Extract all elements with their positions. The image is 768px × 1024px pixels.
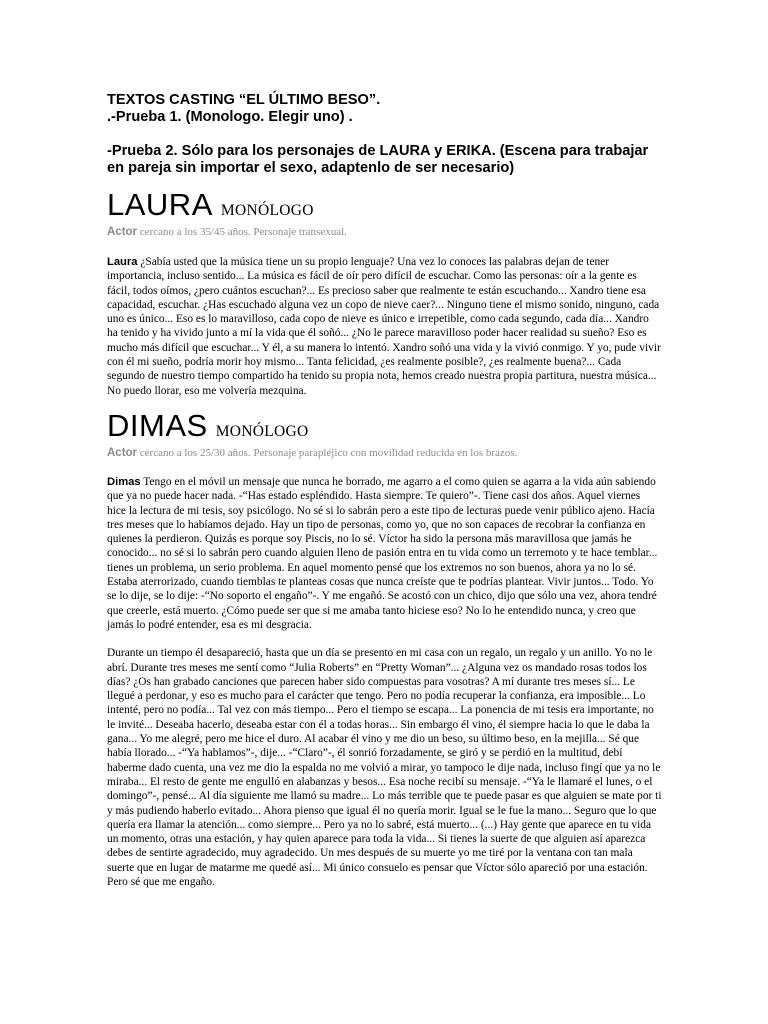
dimas-monologue-part-1 bbox=[107, 475, 662, 632]
laura-actor-desc: cercano a los 35/45 años. Personaje transexual. bbox=[137, 226, 347, 238]
dimas-monologue-text-1: Tengo en el móvil un mensaje que nunca he borrado, me agarro a el como quien se agarra a la vida aún sabiendo que ya no puede hacer nada. -“Has estado espléndido. Hasta siempre. Te quiero”-. Tiene casi dos años. Aquel viernes hice la lectura de mi tesis, soy psicólogo. No sé si lo sabrán pero a este tipo de lecturas puede venir público ajeno. Hacía tres meses que lo habíamos dejado. Hay un tipo de personas, como yo, que no son capaces de recobrar la confianza en quienes la perdieron. Quizás es porque soy Piscis, no lo sé. Víctor ha sido la persona más maravillosa que jamás he conocido... no sé si lo sabrán pero cuando alguien lleno de pasión entra en tu vida como un terremoto y te hace temblar... tienes un problema, un serio problema. En aquel momento pensé que los extremos no son buenos, ahora ya no lo sé. Estaba aterrorizado, cuando tiemblas te planteas cosas que nunca creíste que te podrías plantear. Vivir juntos... Todo. Yo se lo dije, se lo dije: -“No soporto el engaño”-. Y me engañó. Se acostó con un chico, dijo que sólo una vez, ahora tendré que creerle, está muerto. ¿Cómo puede ser que si me amaba tanto hiciese eso? No lo he entendido nunca, y creo que jamás lo podré entender, esa es mi desgracia. bbox=[107, 475, 658, 631]
laura-kind: MONÓLOGO bbox=[220, 202, 314, 219]
header-spacer bbox=[107, 126, 662, 143]
dimas-kind: MONÓLOGO bbox=[215, 422, 309, 440]
laura-actor-info bbox=[107, 226, 662, 239]
laura-heading bbox=[107, 187, 662, 226]
dimas-actor-info bbox=[107, 447, 662, 460]
laura-name: LAURA bbox=[107, 187, 213, 222]
laura-speaker: Laura bbox=[107, 256, 138, 268]
dimas-actor-desc: cercano a los 25/30 años. Personaje parapléjico con movilidad reducida en los brazos. bbox=[137, 446, 518, 459]
laura-monologue bbox=[107, 255, 662, 398]
test-2-instruction: -Prueba 2. Sólo para los personajes de LAURA y ERIKA. (Escena para trabajar en pareja sin importar el sexo, adaptenlo de ser necesario) bbox=[107, 143, 649, 176]
dimas-name: DIMAS bbox=[107, 407, 208, 443]
laura-monologue-text: ¿Sabía usted que la música tiene un su propio lenguaje? Una vez lo conoces las palabras dejan de tener importancia, incluso sentido... La música es fácil de oír pero difícil de escuchar. Como las personas: oír a la gente es fácil, todos oímos, ¿pero cuántos escuchan?... Es precioso saber que realmente te están escuchando... Xandro tiene esa capacidad, escuchar. ¿Has escuchado alguna vez un copo de nieve caer?... Ninguno tiene el mismo sonido, ninguno, cada uno es único... Eso es lo maravilloso, cada copo de nieve es único e irrepetible, como cada segundo, cada día... Xandro ha tenido y ha vivido junto a mí la vida que él soñó... ¿No le parece maravilloso poder hacer realidad su sueño? Eso es mucho más difícil que escuchar... Y él, a su manera lo intentó. Xandro soñó una vida y la vivió conmigo. Y yo, pude vivir con él mi sueño, podría morir hoy mismo... Tanta felicidad, ¿es realmente posible?, ¿es realmente buena?... Cada segundo de nuestro tiempo compartido ha tenido su propia nota, hemos creado nuestra propia partitura, nuestra música... No puedo llorar, eso me volvería mezquina. bbox=[107, 256, 661, 397]
dimas-heading bbox=[107, 407, 662, 447]
dimas-actor-label: Actor bbox=[107, 446, 138, 459]
document-header bbox=[107, 92, 662, 177]
dimas-speaker: Dimas bbox=[107, 475, 141, 488]
document-page bbox=[107, 92, 662, 889]
laura-actor-label: Actor bbox=[107, 226, 138, 238]
dimas-monologue-part-2: Durante un tiempo él desapareció, hasta que un día se presento en mi casa con un regalo, un regalo y un anillo. Yo no le abrí. Durante tres meses me sentí como “Julia Roberts” en “Pretty Woman”... ¿Alguna vez os mandado rosas todos los días? ¿Os han grabado canciones que parecen haber sido compuestas para vosotras? A mí durante tres meses sí... Le llegué a perdonar, y eso es mucho para el carácter que tengo. Pero no podía recuperar la confianza, era imposible... Lo intenté, pero no podía... Tal vez con más tiempo... Pero el tiempo se escapa... La ponencia de mi tesis era importante, no le invité... Deseaba hacerlo, deseaba estar con él a todas horas... Sin embargo él vino, él siempre hacia lo que le daba la gana... Yo me alegré, pero me hice el duro. Al acabar él vino y me dio un beso, su último beso, en la mejilla... Sé que había llorado... -“Ya hablamos”-, dije... -“Claro”-, él sonrió forzadamente, se giró y se perdió en la multitud, debí haberme dado cuenta, una vez me dio la espalda no me volvió a mirar, yo tampoco le dije nada, incluso fingí que ya no le miraba... El resto de gente me engulló en alabanzas y besos... Esa noche recibí su mensaje. -“Ya le llamaré el lunes, o el domingo”-, pensé... Al día siguiente me llamó su madre... Lo más terrible que te puede pasar es que alguien se mate por ti y más pudiendo haberlo evitado... Ahora pienso que igual él no quería morir. Igual se le fue la mano... Seguro que lo que quería era llamar la atención... como siempre... Pero ya no lo sabré, está muerto... (...) Hay gente que aparece en tu vida un momento, otras una estación, y hay quien aparece para toda la vida... Si tienes la suerte de que alguien así aparezca debes de sentirte agradecido, muy agradecido. Un mes después de su muerte yo me tiré por la ventana con tan mala suerte que en lugar de matarme me quedé así... Mi único consuelo es pensar que Víctor sólo apareció por una estación. Pero sé que me engaño. bbox=[107, 647, 662, 888]
test-1-instruction: .-Prueba 1. (Monologo. Elegir uno) . bbox=[107, 109, 353, 125]
document-title: TEXTOS CASTING “EL ÚLTIMO BESO”. bbox=[107, 92, 381, 108]
